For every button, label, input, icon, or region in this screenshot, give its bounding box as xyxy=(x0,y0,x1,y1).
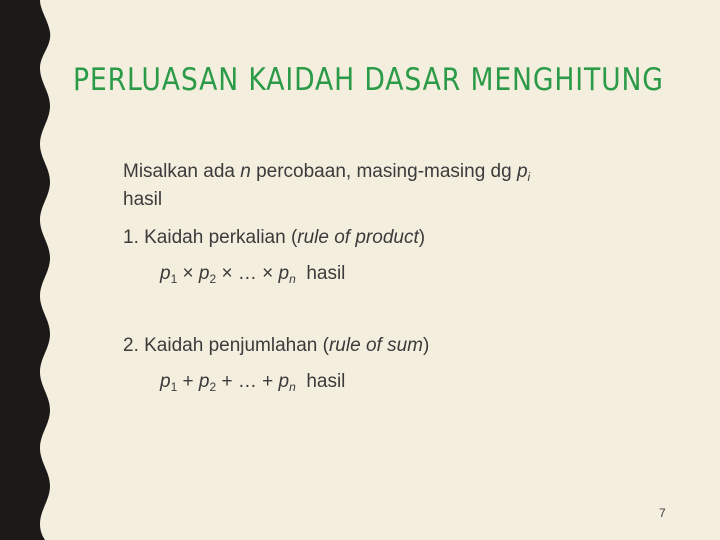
rule-of-product-formula: $p_1 \times p_2$ × … × $p_n$ hasil xyxy=(160,263,346,286)
rule-of-sum-heading: 2. Kaidah penjumlahan (rule of sum) xyxy=(123,335,430,356)
page-number: 7 xyxy=(659,506,666,520)
rule-of-sum-formula: $p_1 + p_2$ + … + $p_n$ hasil xyxy=(160,371,346,394)
intro-line-1: Misalkan ada n percobaan, masing-masing dg $p_i$ xyxy=(123,161,531,184)
slide-title: PERLUASAN KAIDAH DASAR MENGHITUNG xyxy=(73,62,664,98)
rule-of-product-heading: 1. Kaidah perkalian (rule of product) xyxy=(123,227,426,248)
intro-line-2: hasil xyxy=(123,189,163,210)
dark-scalloped-border xyxy=(0,0,60,540)
